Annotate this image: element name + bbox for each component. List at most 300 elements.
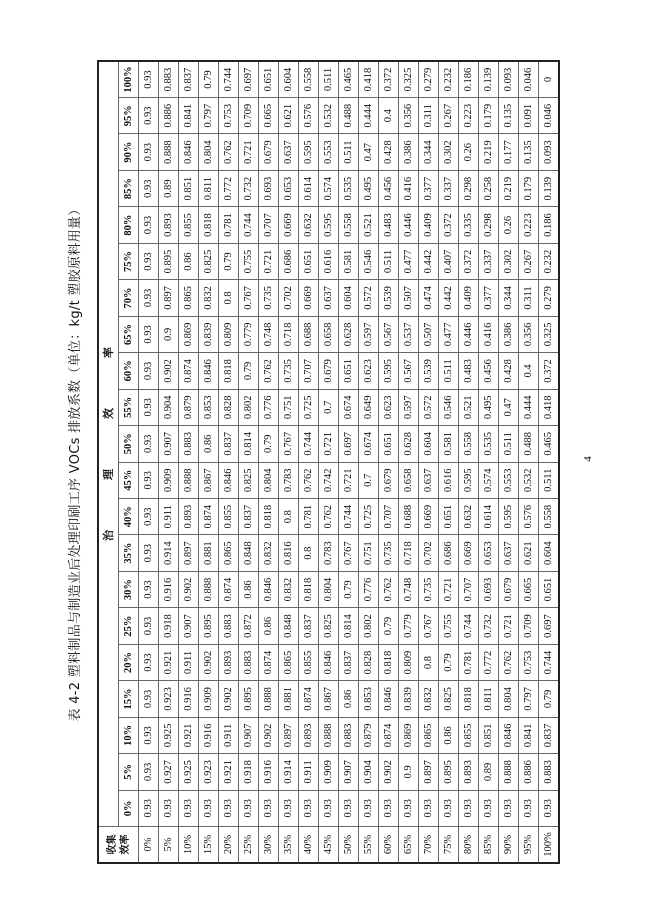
column-header: 65% xyxy=(119,316,139,352)
table-cell: 0.93 xyxy=(139,134,159,170)
table-cell: 0.139 xyxy=(479,61,499,97)
table-cell: 0.442 xyxy=(439,280,459,316)
table-cell: 0.511 xyxy=(499,426,519,462)
table-cell: 0.846 xyxy=(199,353,219,389)
table-row xyxy=(419,61,439,863)
table-cell: 0.135 xyxy=(519,134,539,170)
table-cell: 0.93 xyxy=(139,243,159,279)
table-cell: 0.4 xyxy=(519,353,539,389)
table-cell: 0.456 xyxy=(379,170,399,206)
table-cell: 0.718 xyxy=(399,535,419,571)
table-cell: 0.581 xyxy=(439,426,459,462)
table-cell: 0.886 xyxy=(159,97,179,133)
table-cell: 0.762 xyxy=(379,571,399,607)
table-cell: 0.477 xyxy=(399,243,419,279)
table-cell: 0.883 xyxy=(339,717,359,753)
table-cell: 0.418 xyxy=(539,389,560,425)
table-cell: 0.507 xyxy=(419,316,439,352)
table-cell: 0.921 xyxy=(219,754,239,790)
table-cell: 0.93 xyxy=(279,790,299,826)
table-cell: 0.893 xyxy=(459,754,479,790)
table-cell: 0.755 xyxy=(439,608,459,644)
table-cell: 0.93 xyxy=(139,462,159,498)
table-cell: 0.837 xyxy=(299,608,319,644)
row-label: 25% xyxy=(239,827,259,863)
table-cell: 0.488 xyxy=(519,426,539,462)
table-cell: 0.693 xyxy=(259,170,279,206)
header-row-group xyxy=(98,61,119,863)
table-row xyxy=(179,61,199,863)
table-cell: 0.79 xyxy=(219,243,239,279)
table-cell: 0.356 xyxy=(399,97,419,133)
table-cell: 0.93 xyxy=(139,280,159,316)
table-cell: 0.848 xyxy=(279,608,299,644)
table-row xyxy=(219,61,239,863)
table-cell: 0.93 xyxy=(479,790,499,826)
table-cell: 0.456 xyxy=(479,353,499,389)
table-cell: 0.311 xyxy=(519,280,539,316)
table-cell: 0.748 xyxy=(399,571,419,607)
table-cell: 0.679 xyxy=(259,134,279,170)
table-cell: 0.581 xyxy=(339,243,359,279)
table-cell: 0.679 xyxy=(499,571,519,607)
table-cell: 0.135 xyxy=(499,97,519,133)
table-cell: 0.628 xyxy=(399,426,419,462)
column-header: 70% xyxy=(119,280,139,316)
table-cell: 0.804 xyxy=(499,681,519,717)
table-cell: 0.9 xyxy=(159,316,179,352)
table-cell: 0.686 xyxy=(279,243,299,279)
table-cell: 0.781 xyxy=(459,644,479,680)
table-cell: 0.702 xyxy=(279,280,299,316)
table-cell: 0.846 xyxy=(379,681,399,717)
column-header: 95% xyxy=(119,97,139,133)
table-cell: 0.797 xyxy=(199,97,219,133)
table-cell: 0.604 xyxy=(419,426,439,462)
table-cell: 0.595 xyxy=(299,134,319,170)
row-label: 45% xyxy=(319,827,339,863)
table-cell: 0.93 xyxy=(139,681,159,717)
table-row xyxy=(359,61,379,863)
table-cell: 0.753 xyxy=(219,97,239,133)
table-cell: 0.616 xyxy=(319,243,339,279)
table-cell: 0.828 xyxy=(359,644,379,680)
table-cell: 0.911 xyxy=(179,644,199,680)
table-cell: 0.874 xyxy=(219,571,239,607)
table-cell: 0.874 xyxy=(259,644,279,680)
table-cell: 0.669 xyxy=(299,280,319,316)
table-cell: 0.267 xyxy=(439,97,459,133)
table-cell: 0.851 xyxy=(479,717,499,753)
table-cell: 0.79 xyxy=(439,644,459,680)
table-row xyxy=(539,61,560,863)
table-cell: 0.572 xyxy=(419,389,439,425)
column-header: 55% xyxy=(119,389,139,425)
table-cell: 0.804 xyxy=(319,571,339,607)
table-cell: 0.511 xyxy=(439,353,459,389)
table-cell: 0.902 xyxy=(219,681,239,717)
table-cell: 0.832 xyxy=(279,571,299,607)
table-cell: 0.893 xyxy=(299,717,319,753)
table-cell: 0.883 xyxy=(219,608,239,644)
table-cell: 0.865 xyxy=(179,280,199,316)
table-cell: 0.597 xyxy=(399,389,419,425)
table-cell: 0.418 xyxy=(359,61,379,97)
table-cell: 0.895 xyxy=(159,243,179,279)
row-label: 15% xyxy=(199,827,219,863)
table-cell: 0.409 xyxy=(459,280,479,316)
row-label: 65% xyxy=(399,827,419,863)
table-cell: 0.558 xyxy=(299,61,319,97)
table-cell: 0.279 xyxy=(419,61,439,97)
table-cell: 0.804 xyxy=(259,462,279,498)
table-cell: 0.597 xyxy=(359,316,379,352)
table-cell: 0.79 xyxy=(339,571,359,607)
table-cell: 0.855 xyxy=(219,498,239,534)
table-cell: 0.837 xyxy=(539,717,560,753)
table-cell: 0.93 xyxy=(379,790,399,826)
table-cell: 0.867 xyxy=(319,681,339,717)
table-cell: 0.495 xyxy=(479,389,499,425)
column-header: 90% xyxy=(119,134,139,170)
table-cell: 0.632 xyxy=(459,498,479,534)
table-cell: 0.851 xyxy=(179,170,199,206)
table-row xyxy=(319,61,339,863)
table-cell: 0.558 xyxy=(539,498,560,534)
row-label: 20% xyxy=(219,827,239,863)
table-cell: 0.744 xyxy=(459,608,479,644)
table-cell: 0.567 xyxy=(379,316,399,352)
table-cell: 0.697 xyxy=(339,426,359,462)
table-cell: 0.595 xyxy=(379,353,399,389)
table-cell: 0.888 xyxy=(259,681,279,717)
header-row-percentages xyxy=(119,61,139,863)
table-row xyxy=(279,61,299,863)
table-cell: 0.604 xyxy=(279,61,299,97)
table-cell: 0.651 xyxy=(439,498,459,534)
table-cell: 0.783 xyxy=(319,535,339,571)
table-cell: 0.558 xyxy=(339,207,359,243)
emission-factor-table xyxy=(97,60,560,864)
table-cell: 0.477 xyxy=(439,316,459,352)
column-header: 45% xyxy=(119,462,139,498)
table-cell: 0.809 xyxy=(219,316,239,352)
table-cell: 0.93 xyxy=(539,790,560,826)
table-cell: 0.767 xyxy=(239,280,259,316)
table-cell: 0.832 xyxy=(259,535,279,571)
table-row xyxy=(399,61,419,863)
table-cell: 0.93 xyxy=(139,97,159,133)
table-row xyxy=(259,61,279,863)
column-header: 15% xyxy=(119,681,139,717)
table-cell: 0.846 xyxy=(179,134,199,170)
table-cell: 0.707 xyxy=(459,571,479,607)
table-cell: 0.232 xyxy=(539,243,560,279)
table-row xyxy=(499,61,519,863)
table-cell: 0.865 xyxy=(219,535,239,571)
table-cell: 0.732 xyxy=(479,608,499,644)
table-cell: 0.446 xyxy=(459,316,479,352)
table-cell: 0.879 xyxy=(179,389,199,425)
table-cell: 0.623 xyxy=(359,353,379,389)
table-cell: 0.767 xyxy=(339,535,359,571)
table-cell: 0.776 xyxy=(259,389,279,425)
table-cell: 0.883 xyxy=(179,426,199,462)
table-cell: 0.879 xyxy=(359,717,379,753)
table-cell: 0.637 xyxy=(319,280,339,316)
table-cell: 0.532 xyxy=(519,462,539,498)
table-cell: 0.377 xyxy=(479,280,499,316)
table-cell: 0.837 xyxy=(239,498,259,534)
table-cell: 0.93 xyxy=(219,790,239,826)
table-cell: 0.651 xyxy=(379,426,399,462)
table-cell: 0.537 xyxy=(399,316,419,352)
row-label: 30% xyxy=(259,827,279,863)
table-cell: 0.886 xyxy=(519,754,539,790)
table-cell: 0.825 xyxy=(319,608,339,644)
table-cell: 0.841 xyxy=(179,97,199,133)
table-cell: 0.735 xyxy=(419,571,439,607)
table-cell: 0.86 xyxy=(239,571,259,607)
table-cell: 0.465 xyxy=(539,426,560,462)
table-cell: 0.521 xyxy=(459,389,479,425)
table-cell: 0.818 xyxy=(219,353,239,389)
table-cell: 0.874 xyxy=(299,681,319,717)
row-label: 80% xyxy=(459,827,479,863)
column-header: 40% xyxy=(119,498,139,534)
table-cell: 0.93 xyxy=(139,644,159,680)
table-cell: 0.488 xyxy=(339,97,359,133)
table-cell: 0.721 xyxy=(339,462,359,498)
table-cell: 0.567 xyxy=(399,353,419,389)
table-cell: 0.923 xyxy=(199,754,219,790)
table-cell: 0.93 xyxy=(139,353,159,389)
table-cell: 0.818 xyxy=(379,644,399,680)
table-cell: 0.302 xyxy=(499,243,519,279)
table-cell: 0.744 xyxy=(339,498,359,534)
table-cell: 0.507 xyxy=(399,280,419,316)
table-cell: 0.93 xyxy=(439,790,459,826)
table-cell: 0.869 xyxy=(399,717,419,753)
table-cell: 0.818 xyxy=(259,498,279,534)
table-cell: 0.744 xyxy=(299,426,319,462)
table-cell: 0.846 xyxy=(319,644,339,680)
table-cell: 0.325 xyxy=(539,316,560,352)
table-cell: 0.444 xyxy=(519,389,539,425)
table-cell: 0.811 xyxy=(479,681,499,717)
table-cell: 0.86 xyxy=(179,243,199,279)
table-cell: 0.874 xyxy=(379,717,399,753)
table-cell: 0.653 xyxy=(279,170,299,206)
table-cell: 0.628 xyxy=(339,316,359,352)
table-cell: 0.772 xyxy=(219,170,239,206)
table-cell: 0.93 xyxy=(179,790,199,826)
table-cell: 0.809 xyxy=(399,644,419,680)
table-cell: 0.93 xyxy=(199,790,219,826)
column-header: 60% xyxy=(119,353,139,389)
table-cell: 0.416 xyxy=(399,170,419,206)
table-cell: 0.532 xyxy=(319,97,339,133)
table-cell: 0.918 xyxy=(239,754,259,790)
table-cell: 0.921 xyxy=(179,717,199,753)
column-header: 25% xyxy=(119,608,139,644)
table-cell: 0.762 xyxy=(219,134,239,170)
table-cell: 0.651 xyxy=(539,571,560,607)
table-cell: 0.916 xyxy=(259,754,279,790)
table-cell: 0.511 xyxy=(379,243,399,279)
table-cell: 0.179 xyxy=(479,97,499,133)
table-cell: 0.902 xyxy=(179,571,199,607)
table-cell: 0.825 xyxy=(439,681,459,717)
table-row xyxy=(439,61,459,863)
table-cell: 0.8 xyxy=(299,535,319,571)
table-cell: 0.923 xyxy=(159,681,179,717)
row-label: 0% xyxy=(139,827,159,863)
table-cell: 0.298 xyxy=(479,207,499,243)
table-cell: 0.186 xyxy=(459,61,479,97)
table-cell: 0.337 xyxy=(439,170,459,206)
table-cell: 0.802 xyxy=(359,608,379,644)
table-row xyxy=(159,61,179,863)
table-row xyxy=(379,61,399,863)
table-cell: 0.669 xyxy=(419,498,439,534)
table-cell: 0.546 xyxy=(359,243,379,279)
table-cell: 0.762 xyxy=(499,644,519,680)
table-cell: 0.093 xyxy=(499,61,519,97)
table-cell: 0.4 xyxy=(379,97,399,133)
treatment-efficiency-header: 治理效率 xyxy=(98,61,119,827)
table-row xyxy=(459,61,479,863)
table-cell: 0.804 xyxy=(199,134,219,170)
table-cell: 0.356 xyxy=(519,316,539,352)
table-row xyxy=(339,61,359,863)
table-cell: 0.902 xyxy=(259,717,279,753)
table-cell: 0.883 xyxy=(539,754,560,790)
table-cell: 0.267 xyxy=(519,243,539,279)
rotated-page-content xyxy=(60,60,600,864)
table-cell: 0.818 xyxy=(299,571,319,607)
table-cell: 0.767 xyxy=(419,608,439,644)
table-cell: 0.572 xyxy=(359,280,379,316)
column-header: 50% xyxy=(119,426,139,462)
column-header: 0% xyxy=(119,790,139,826)
table-cell: 0.621 xyxy=(519,535,539,571)
table-cell: 0.658 xyxy=(399,462,419,498)
table-cell: 0.511 xyxy=(319,61,339,97)
table-cell: 0.86 xyxy=(339,681,359,717)
table-cell: 0.93 xyxy=(139,571,159,607)
table-cell: 0.837 xyxy=(339,644,359,680)
table-cell: 0.897 xyxy=(179,535,199,571)
table-cell: 0.839 xyxy=(399,681,419,717)
table-cell: 0.907 xyxy=(339,754,359,790)
table-cell: 0.046 xyxy=(519,61,539,97)
table-cell: 0.725 xyxy=(359,498,379,534)
table-cell: 0.93 xyxy=(239,790,259,826)
table-cell: 0.576 xyxy=(519,498,539,534)
table-cell: 0.93 xyxy=(359,790,379,826)
table-cell: 0.802 xyxy=(239,389,259,425)
table-cell: 0.674 xyxy=(339,389,359,425)
table-cell: 0.79 xyxy=(539,681,560,717)
table-cell: 0.762 xyxy=(319,498,339,534)
table-row xyxy=(139,61,159,863)
table-cell: 0.298 xyxy=(459,170,479,206)
table-cell: 0.841 xyxy=(519,717,539,753)
table-cell: 0.86 xyxy=(199,426,219,462)
table-cell: 0.916 xyxy=(199,717,219,753)
table-cell: 0.725 xyxy=(299,389,319,425)
table-cell: 0.604 xyxy=(339,280,359,316)
table-cell: 0.93 xyxy=(139,498,159,534)
table-cell: 0.574 xyxy=(479,462,499,498)
table-cell: 0.707 xyxy=(299,353,319,389)
table-cell: 0.897 xyxy=(159,280,179,316)
table-cell: 0.735 xyxy=(279,353,299,389)
table-cell: 0.888 xyxy=(499,754,519,790)
table-cell: 0.721 xyxy=(439,571,459,607)
table-cell: 0.93 xyxy=(499,790,519,826)
table-cell: 0.709 xyxy=(239,97,259,133)
table-cell: 0.888 xyxy=(179,462,199,498)
table-cell: 0.916 xyxy=(159,571,179,607)
table-cell: 0.483 xyxy=(459,353,479,389)
table-cell: 0.902 xyxy=(159,353,179,389)
table-cell: 0.697 xyxy=(539,608,560,644)
table-cell: 0.783 xyxy=(279,462,299,498)
table-cell: 0.511 xyxy=(539,462,560,498)
column-header: 30% xyxy=(119,571,139,607)
table-cell: 0.925 xyxy=(159,717,179,753)
table-cell: 0.653 xyxy=(479,535,499,571)
table-cell: 0.893 xyxy=(179,498,199,534)
table-cell: 0.553 xyxy=(499,462,519,498)
table-cell: 0.93 xyxy=(139,389,159,425)
table-cell: 0.93 xyxy=(459,790,479,826)
row-label: 75% xyxy=(439,827,459,863)
table-cell: 0.832 xyxy=(199,280,219,316)
table-cell: 0.26 xyxy=(499,207,519,243)
table-cell: 0.748 xyxy=(259,316,279,352)
table-cell: 0.93 xyxy=(139,790,159,826)
table-cell: 0.669 xyxy=(279,207,299,243)
table-cell: 0.721 xyxy=(259,243,279,279)
table-cell: 0.614 xyxy=(479,498,499,534)
table-cell: 0.79 xyxy=(379,608,399,644)
table-cell: 0.632 xyxy=(299,207,319,243)
table-cell: 0.825 xyxy=(239,462,259,498)
table-cell: 0.372 xyxy=(379,61,399,97)
table-cell: 0.553 xyxy=(319,134,339,170)
table-row xyxy=(239,61,259,863)
table-cell: 0.93 xyxy=(519,790,539,826)
table-cell: 0.9 xyxy=(399,754,419,790)
table-cell: 0.521 xyxy=(359,207,379,243)
table-cell: 0.816 xyxy=(279,535,299,571)
table-cell: 0.47 xyxy=(359,134,379,170)
table-cell: 0.372 xyxy=(539,353,560,389)
table-cell: 0.874 xyxy=(199,498,219,534)
table-cell: 0.762 xyxy=(259,353,279,389)
table-cell: 0.914 xyxy=(279,754,299,790)
table-title: 表 4-2 塑料制品与制造业后处理印刷工序 VOCs 排放系数（单位：kg/t 塑胶原料用量） xyxy=(68,202,83,722)
table-cell: 0.26 xyxy=(459,134,479,170)
table-cell: 0.86 xyxy=(439,717,459,753)
table-cell: 0.535 xyxy=(339,170,359,206)
table-cell: 0.93 xyxy=(339,790,359,826)
table-cell: 0.779 xyxy=(239,316,259,352)
table-cell: 0.846 xyxy=(219,462,239,498)
